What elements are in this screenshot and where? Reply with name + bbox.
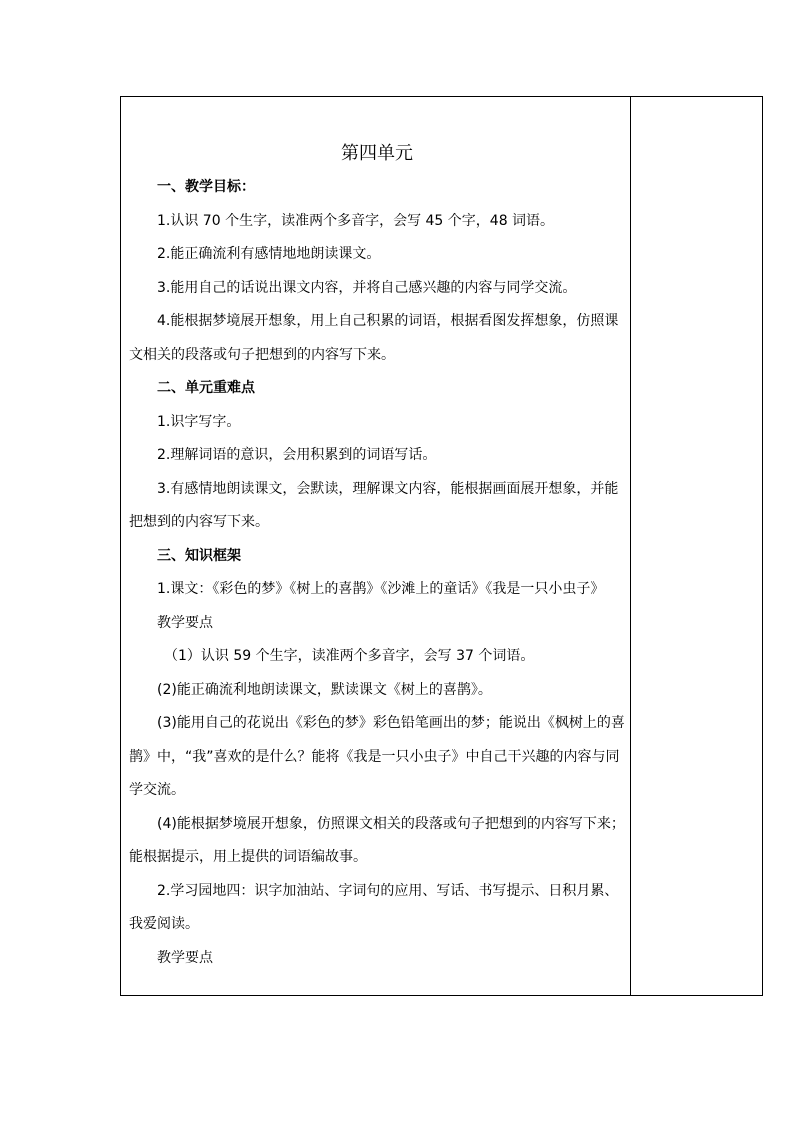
objective-item: 4.能根据梦境展开想象，用上自己积累的词语，根据看图发挥想象，仿照课文相关的段落或句子把想到的内容写下来。 (129, 313, 619, 363)
framework-item: 1.课文：《彩色的梦》《树上的喜鹊》《沙滩上的童话》《我是一只小虫子》 (157, 581, 605, 597)
key-point-item: 3.有感情地朗读课文，会默读，理解课文内容，能根据画面展开想象，并能把想到的内容写下来。 (129, 480, 619, 530)
document-content (129, 137, 625, 975)
notes-cell (631, 97, 762, 995)
content-cell (121, 97, 631, 995)
objective-item: 3.能用自己的话说出课文内容，并将自己感兴趣的内容与同学交流。 (157, 279, 577, 296)
key-point-item: 1.识字写字。 (157, 413, 241, 430)
section-heading-objectives: 一、教学目标： (157, 179, 255, 195)
section-heading-framework: 三、知识框架 (157, 547, 241, 564)
teaching-point-item: （1）认识 59 个生字，读准两个多音字，会写 37 个词语。 (164, 648, 535, 664)
teaching-point-item: (4)能根据梦境展开想象，仿照课文相关的段落或句子把想到的内容写下来；能根据提示，用上提供的词语编故事。 (129, 815, 625, 865)
objective-item: 1.认识 70 个生字，读准两个多音字，会写 45 个字，48 词语。 (157, 212, 555, 229)
teaching-point-item: (3)能用自己的花说出《彩色的梦》彩色铅笔画出的梦；能说出《枫树上的喜鹊》中，“我”喜欢的是什么？能将《我是一只小虫子》中自己干兴趣的内容与同学交流。 (129, 715, 625, 798)
section-heading-key-points: 二、单元重难点 (157, 380, 255, 396)
teaching-points-label: 教学要点 (157, 949, 213, 966)
framework-item: 2.学习园地四：识字加油站、字词句的应用、写话、书写提示、日积月累、我爱阅读。 (129, 882, 619, 932)
objective-item: 2.能正确流利有感情地地朗读课文。 (157, 246, 381, 262)
teaching-point-item: (2)能正确流利地朗读课文，默读课文《树上的喜鹊》。 (157, 681, 492, 698)
teaching-points-label: 教学要点 (157, 614, 213, 631)
lesson-plan-table (120, 96, 763, 996)
unit-title: 第四单元 (341, 143, 413, 164)
key-point-item: 2.理解词语的意识，会用积累到的词语写话。 (157, 447, 437, 463)
